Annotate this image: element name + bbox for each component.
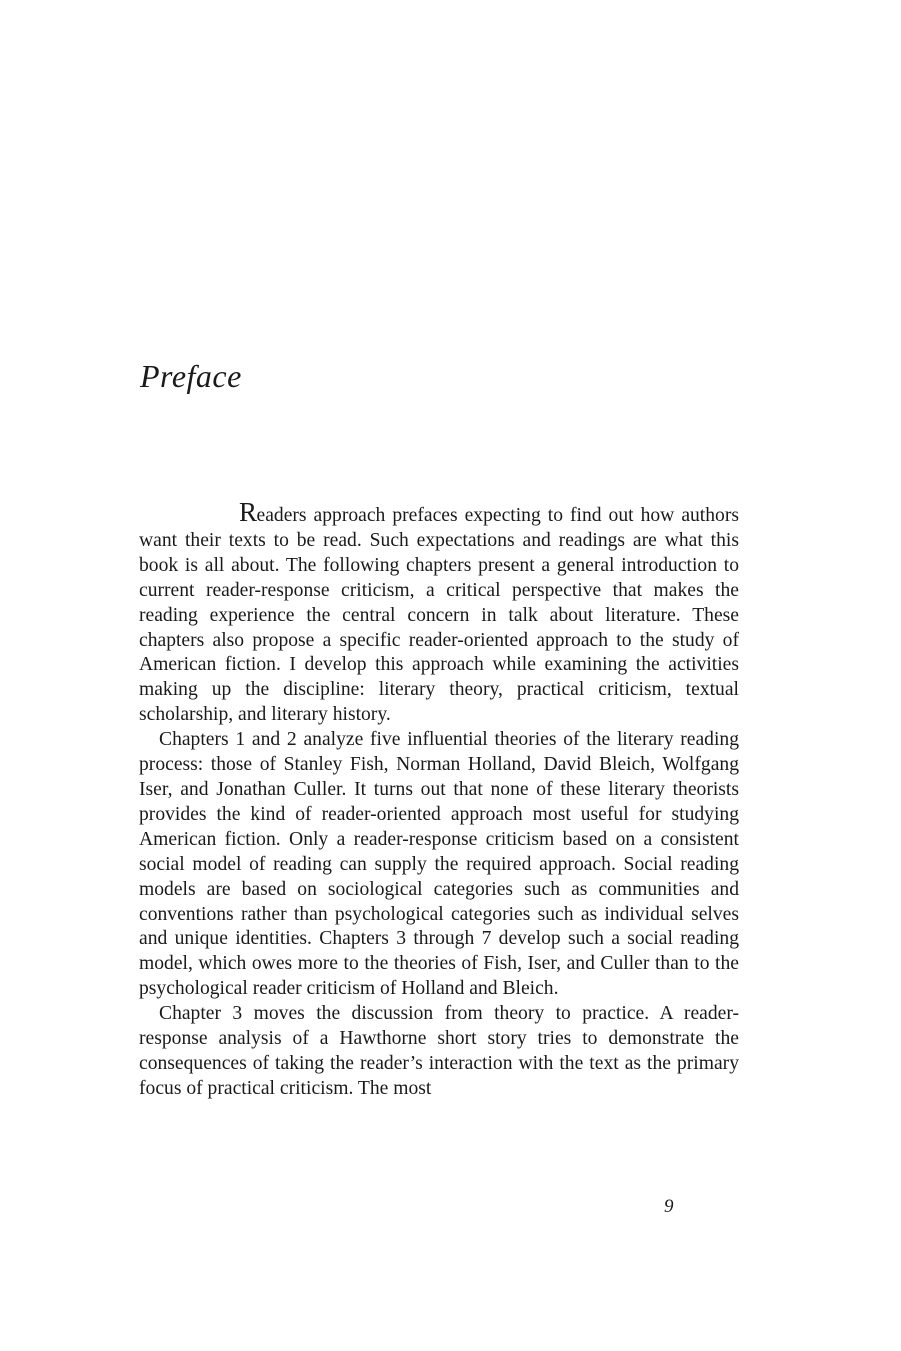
paragraph-2: Chapters 1 and 2 analyze five influential theories of the literary reading process: those of Stanley Fish, Norman Holland, David Bleich, Wolfgang Iser, and Jonathan Culler. It turns out that none of these literary theorists provides the kind of reader-oriented approach most useful for studying American fiction. Only a reader-response criticism based on a consistent social model of reading can supply the required approach. Social reading models are based on sociological categories such as communities and conventions rather than psychological categories such as individual selves and unique identities. Chapters 3 through 7 develop such a social reading model, which owes more to the theories of Fish, Iser, and Culler than to the psychological reader criticism of Holland and Bleich.	[139, 729, 739, 1000]
chapter-title: Preface	[140, 358, 242, 394]
initial-capital: R	[239, 497, 257, 527]
paragraph-3: Chapter 3 moves the discussion from theory to practice. A reader-response analysis of a Hawthorne short story tries to demonstrate the consequences of taking the reader’s interaction with the text as the primary focus of practical criticism. The most	[139, 1003, 739, 1099]
page-number: 9	[664, 1196, 674, 1217]
paragraph-1	[139, 497, 739, 728]
body-text	[139, 497, 739, 1102]
paragraph-1-text: eaders approach prefaces expecting to find out how authors want their texts to be read. Such expectations and readings are what this book is all about. The following chapters present a general introduction to current reader-response criticism, a critical perspective that makes the reading experience the central concern in talk about literature. These chapters also propose a specific reader-oriented approach to the study of American fiction. I develop this approach while examining the activities making up the discipline: literary theory, practical criticism, textual scholarship, and literary history.	[139, 505, 739, 726]
